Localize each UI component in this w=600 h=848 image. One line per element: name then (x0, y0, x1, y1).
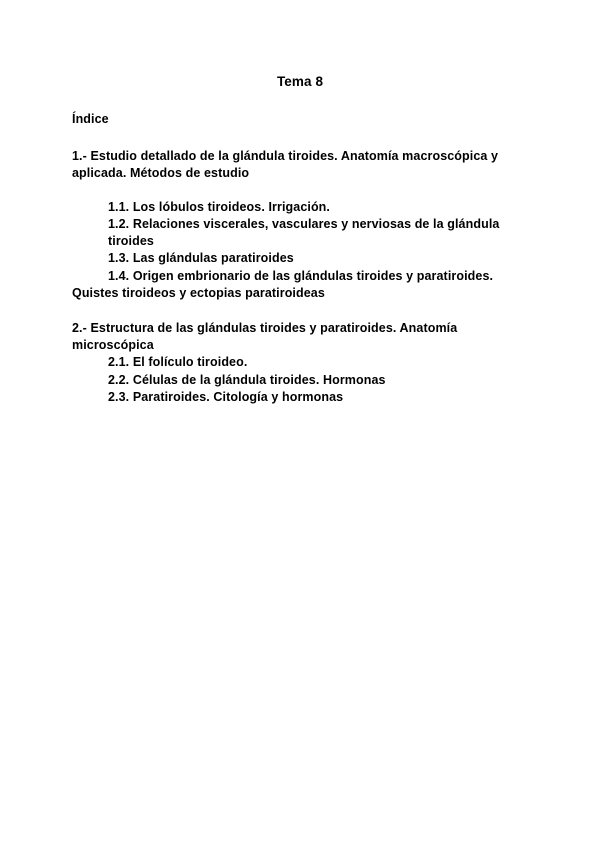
index-heading: Índice (72, 112, 109, 126)
section1-item-1-2-continued: tiroides (108, 234, 154, 248)
section1-heading-line1: 1.- Estudio detallado de la glándula tiroides. Anatomía macroscópica y (72, 149, 499, 163)
section1-item-1-2: 1.2. Relaciones viscerales, vasculares y nerviosas de la glándula (108, 217, 500, 231)
section2-heading-line1: 2.- Estructura de las glándulas tiroides y paratiroides. Anatomía (72, 321, 458, 335)
section1-heading-line2: aplicada. Métodos de estudio (72, 166, 250, 180)
section1-item-1-3: 1.3. Las glándulas paratiroides (108, 251, 294, 265)
section1-item-1-1: 1.1. Los lóbulos tiroideos. Irrigación. (108, 200, 330, 214)
document-title: Tema 8 (276, 74, 324, 89)
section2-heading-line2: microscópica (72, 338, 154, 352)
section2-item-2-2: 2.2. Células de la glándula tiroides. Hormonas (108, 373, 386, 387)
section1-item-1-4-continued: Quistes tiroideos y ectopias paratiroideas (72, 286, 325, 300)
section2-item-2-3: 2.3. Paratiroides. Citología y hormonas (108, 390, 344, 404)
section2-item-2-1: 2.1. El folículo tiroideo. (108, 355, 248, 369)
section1-item-1-4: 1.4. Origen embrionario de las glándulas tiroides y paratiroides. (108, 269, 494, 283)
